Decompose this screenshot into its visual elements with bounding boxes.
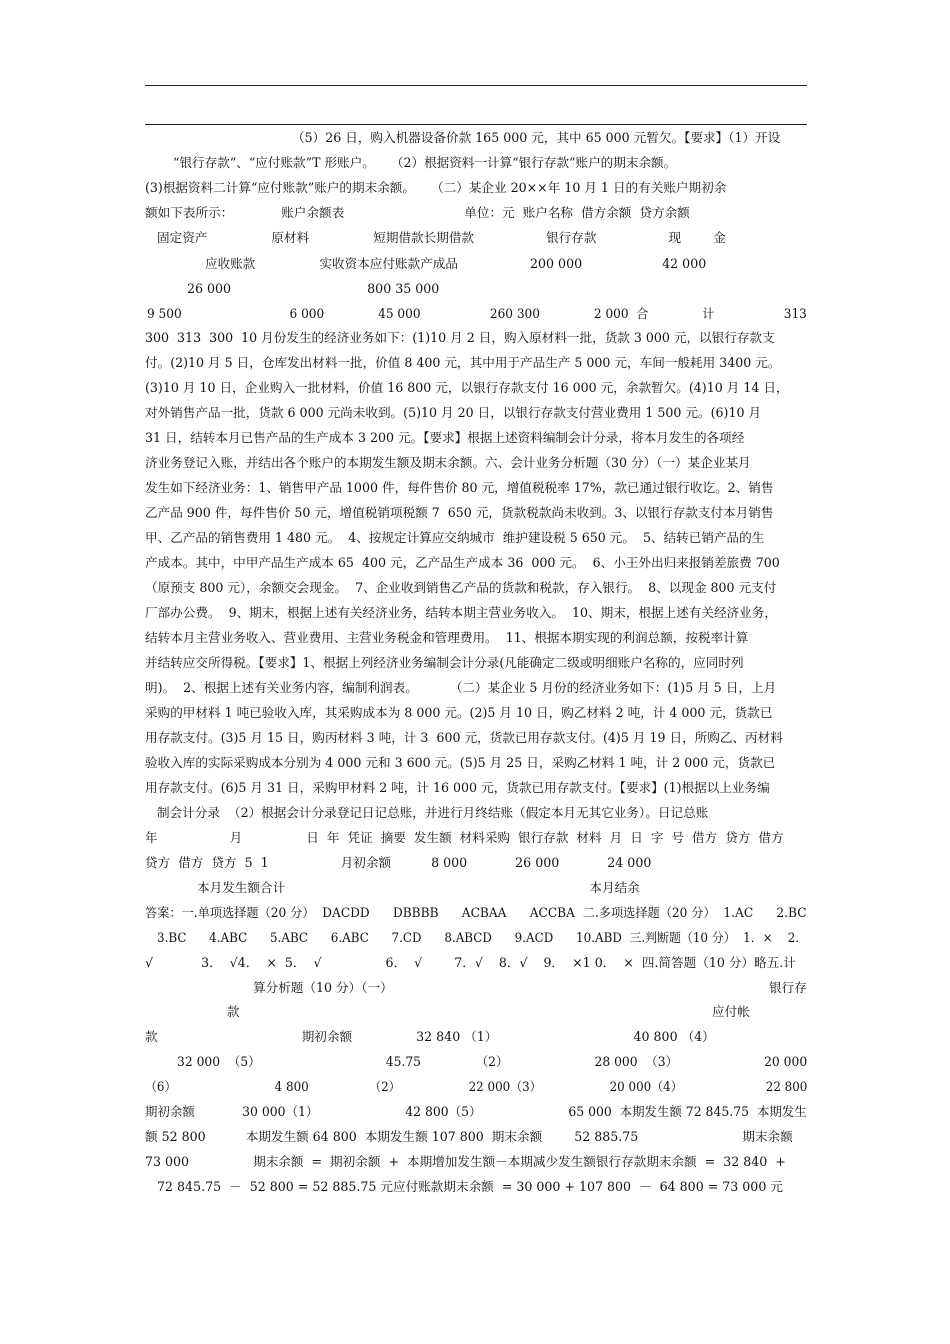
text-line: 贷方 借方 贷方 5 1 月初余额 8 000 26 000 24 000 (145, 855, 652, 870)
text-line: 9 500 6 000 45 000 260 300 2 000 合 计 313 (147, 306, 807, 321)
top-rule (145, 85, 807, 86)
text-line: 厂部办公费。 9、期末，根据上述有关经济业务，结转本期主营业务收入。 10、期末，根据上述有关经济业务， (145, 605, 777, 620)
text-line: 结转本月主营业务收入、营业费用、主营业务税金和管理费用。 11、根据本期实现的利润总额，按税率计算 (145, 630, 749, 645)
text-line: 答案：一.单项选择题（20 分） DACDD DBBBB ACBAA ACCBA 二.多项选择题（20 分） 1.AC 2.BC (145, 905, 807, 920)
text-line: 72 845.75 － 52 800 = 52 885.75 元应付账款期末余额 = 30 000 + 107 800 － 64 800 = 73 000 元 (157, 1179, 783, 1194)
text-line: 乙产品 900 件，每件售价 50 元，增值税销项税额 7 650 元，货款税款尚未收到。3、以银行存款支付本月销售 (145, 505, 774, 520)
text-line: 款 应付帐 (227, 1004, 750, 1019)
text-line: 期初余额 30 000（1） 42 800（5） 65 000 本期发生额 72 845.75 本期发生 (145, 1104, 807, 1119)
text-line: 济业务登记入账，并结出各个账户的本期发生额及期末余额。六、会计业务分析题（30 分）（一）某企业某月 (145, 455, 751, 470)
text-line: 发生如下经济业务：1、销售甲产品 1000 件，每件售价 80 元，增值税税率 17%，款已通过银行收讫。2、销售 (145, 480, 774, 495)
text-line: 算分析题（10 分）（一） 银行存 (253, 980, 807, 995)
text-line: 本月发生额合计 本月结余 (197, 880, 640, 895)
text-line: 甲、乙产品的销售费用 1 480 元。 4、按规定计算应交纳城市 维护建设税 5 650 元。 5、结转已销产品的生 (145, 530, 765, 545)
text-line: （6） 4 800 （2） 22 000（3） 20 000（4） 22 800 (145, 1079, 808, 1094)
text-line: “银行存款”、“应付账款”T 形账户。 （2）根据资料一计算“银行存款”账户的期末余额。 (173, 155, 677, 170)
text-line: 产成本。其中，中甲产品生产成本 65 400 元，乙产品生产成本 36 000 元。 6、小王外出归来报销差旅费 700 (145, 555, 780, 570)
text-line: 对外销售产品一批，货款 6 000 元尚未收到。(5)10 月 20 日，以银行存款支付营业费用 1 500 元。(6)10 月 (145, 405, 762, 420)
text-line: 验收入库的实际采购成本分别为 4 000 元和 3 600 元。(5)5 月 25 日，采购乙材料 1 吨，计 2 000 元，货款已 (145, 755, 776, 770)
text-line: (3)根据资料二计算“应付账款”账户的期末余额。 （二）某企业 20××年 10 月 1 日的有关账户期初余 (145, 180, 727, 195)
text-line: 采购的甲材料 1 吨已验收入库，其采购成本为 8 000 元。(2)5 月 10 日，购乙材料 2 吨，计 4 000 元，货款已 (145, 705, 773, 720)
text-line: 300 313 300 10 月份发生的经济业务如下：(1)10 月 2 日，购入原材料一批，货款 3 000 元，以银行存款支 (145, 330, 775, 345)
text-line: 款 期初余额 32 840 （1） 40 800 （4） (145, 1029, 715, 1044)
text-line: 固定资产 原材料 短期借款长期借款 银行存款 现 金 (157, 230, 726, 245)
text-line: 3.BC 4.ABC 5.ABC 6.ABC 7.CD 8.ABCD 9.ACD 10.ABD 三.判断题（10 分） 1．× 2． (157, 930, 808, 945)
text-line: 73 000 期末余额 = 期初余额 + 本期增加发生额－本期减少发生额银行存款期末余额 = 32 840 + (145, 1154, 786, 1169)
text-line: （5）26 日，购入机器设备价款 165 000 元，其中 65 000 元暂欠。【要求】（1）开设 (292, 130, 781, 145)
text-line: 制会计分录 （2）根据会计分录登记日记总账，并进行月终结账（假定本月无其它业务）。日记总账 (157, 805, 709, 820)
text-line: 年 月 日 年 凭证 摘要 发生额 材料采购 银行存款 材料 月 日 字 号 借方 贷方 借方 (145, 830, 784, 845)
text-line: 额 52 800 本期发生额 64 800 本期发生额 107 800 期末余额 52 885.75 期末余额 (145, 1129, 793, 1144)
text-line: 用存款支付。(6)5 月 31 日，采购甲材料 2 吨，计 16 000 元，货款已用存款支付。【要求】(1)根据以上业务编 (145, 780, 770, 795)
text-line: 用存款支付。(3)5 月 15 日，购丙材料 3 吨，计 3 600 元，货款已用存款支付。(4)5 月 19 日，所购乙、丙材料 (145, 730, 783, 745)
text-line: （原预支 800 元），余额交会现金。 7、企业收到销售乙产品的货款和税款，存入银行。 8、以现金 800 元支付 (145, 580, 777, 595)
text-line: 明)。 2、根据上述有关业务内容，编制利润表。 （二）某企业 5 月份的经济业务如下：(1)5 月 5 日，上月 (145, 680, 777, 695)
text-line: √ 3． √4． × 5． √ 6． √ 7．√ 8．√ 9． ×1 0． × 四.简答题（10 分）略五.计 (145, 955, 796, 970)
text-line: (3)10 月 10 日，企业购入一批材料，价值 16 800 元，以银行存款支付 16 000 元，余款暂欠。(4)10 月 14 日， (145, 380, 789, 395)
text-line: 32 000 （5） 45.75 （2） 28 000 （3） 20 000 (177, 1054, 808, 1069)
text-line: 付。(2)10 月 5 日，仓库发出材料一批，价值 8 400 元，其中用于产品生产 5 000 元，车间一般耗用 3400 元。 (145, 355, 781, 370)
text-line: 额如下表所示： 账户余额表 单位：元 账户名称 借方余额 贷方余额 (145, 205, 690, 220)
text-line: 31 日，结转本月已售产品的生产成本 3 200 元。【要求】根据上述资料编制会计分录，将本月发生的各项经 (145, 430, 745, 445)
text-line: 26 000 800 35 000 (187, 281, 440, 296)
header-rule (145, 124, 807, 125)
text-line: 并结转应交所得税。【要求】1、根据上列经济业务编制会计分录(凡能确定二级或明细账户名称的，应同时列 (145, 655, 744, 670)
text-line: 应收账款 实收资本应付账款产成品 200 000 42 000 (205, 256, 707, 271)
